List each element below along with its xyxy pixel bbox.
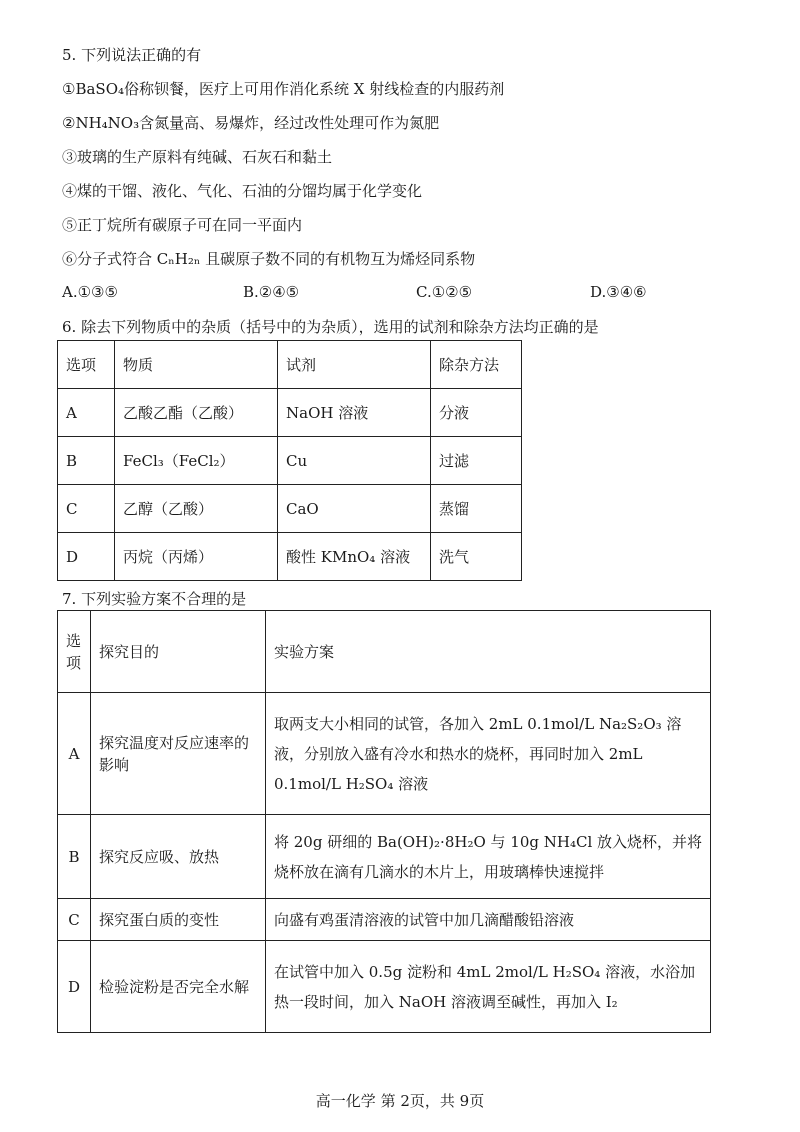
cell-reagent: NaOH 溶液 — [278, 389, 431, 437]
q5-item-6: ⑥分子式符合 CₙH₂ₙ 且碳原子数不同的有机物互为烯烃同系物 — [62, 250, 476, 268]
cell-method: 分液 — [431, 389, 522, 437]
q5-stem: 5. 下列说法正确的有 — [62, 46, 202, 64]
header-cell: 实验方案 — [266, 611, 711, 693]
cell-method: 过滤 — [431, 437, 522, 485]
header-cell: 除杂方法 — [431, 341, 522, 389]
cell-option: C — [58, 899, 91, 941]
cell-purpose: 检验淀粉是否完全水解 — [91, 941, 266, 1033]
table-row — [58, 941, 711, 1033]
q7-table — [57, 610, 711, 1033]
q5-option-b: B.②④⑤ — [243, 283, 300, 301]
cell-plan: 取两支大小相同的试管，各加入 2mL 0.1mol/L Na₂S₂O₃ 溶液，分别放入盛有冷水和热水的烧杯，再同时加入 2mL 0.1mol/L H₂SO₄ 溶液 — [266, 693, 711, 815]
q5-option-a: A.①③⑤ — [62, 283, 118, 301]
cell-option: C — [58, 485, 115, 533]
table-row — [58, 533, 522, 581]
cell-substance: 丙烷（丙烯） — [115, 533, 278, 581]
table-row — [58, 899, 711, 941]
cell-purpose: 探究反应吸、放热 — [91, 815, 266, 899]
q7-stem: 7. 下列实验方案不合理的是 — [62, 590, 247, 608]
header-cell: 物质 — [115, 341, 278, 389]
q5-option-d: D.③④⑥ — [590, 283, 647, 301]
table-header-row — [58, 611, 711, 693]
table-row — [58, 485, 522, 533]
header-cell: 试剂 — [278, 341, 431, 389]
header-cell: 探究目的 — [91, 611, 266, 693]
q5-item-4: ④煤的干馏、液化、气化、石油的分馏均属于化学变化 — [62, 182, 423, 200]
cell-option: A — [58, 693, 91, 815]
q6-table — [57, 340, 522, 581]
cell-method: 洗气 — [431, 533, 522, 581]
cell-substance: FeCl₃（FeCl₂） — [115, 437, 278, 485]
q5-option-c: C.①②⑤ — [416, 283, 473, 301]
cell-method: 蒸馏 — [431, 485, 522, 533]
cell-option: B — [58, 815, 91, 899]
table-row — [58, 437, 522, 485]
cell-option: D — [58, 533, 115, 581]
q5-item-2: ②NH₄NO₃含氮量高、易爆炸，经过改性处理可作为氮肥 — [62, 114, 440, 132]
table-row — [58, 693, 711, 815]
q6-stem: 6. 除去下列物质中的杂质（括号中的为杂质），选用的试剂和除杂方法均正确的是 — [62, 318, 599, 336]
q5-item-5: ⑤正丁烷所有碳原子可在同一平面内 — [62, 216, 303, 234]
cell-substance: 乙酸乙酯（乙酸） — [115, 389, 278, 437]
cell-reagent: CaO — [278, 485, 431, 533]
cell-substance: 乙醇（乙酸） — [115, 485, 278, 533]
cell-plan: 在试管中加入 0.5g 淀粉和 4mL 2mol/L H₂SO₄ 溶液，水浴加热一段时间，加入 NaOH 溶液调至碱性，再加入 I₂ — [266, 941, 711, 1033]
cell-option: B — [58, 437, 115, 485]
cell-reagent: Cu — [278, 437, 431, 485]
table-row — [58, 389, 522, 437]
cell-plan: 向盛有鸡蛋清溶液的试管中加几滴醋酸铅溶液 — [266, 899, 711, 941]
cell-option: A — [58, 389, 115, 437]
table-row — [58, 815, 711, 899]
header-cell: 选项 — [58, 341, 115, 389]
cell-purpose: 探究蛋白质的变性 — [91, 899, 266, 941]
q5-item-3: ③玻璃的生产原料有纯碱、石灰石和黏土 — [62, 148, 333, 166]
header-cell: 选项 — [58, 611, 91, 693]
cell-purpose: 探究温度对反应速率的影响 — [91, 693, 266, 815]
q5-options — [62, 283, 682, 303]
page-footer: 高一化学 第 2页，共 9页 — [315, 1092, 485, 1110]
cell-option: D — [58, 941, 91, 1033]
cell-reagent: 酸性 KMnO₄ 溶液 — [278, 533, 431, 581]
cell-plan: 将 20g 研细的 Ba(OH)₂·8H₂O 与 10g NH₄Cl 放入烧杯，并将烧杯放在滴有几滴水的木片上，用玻璃棒快速搅拌 — [266, 815, 711, 899]
table-header-row — [58, 341, 522, 389]
q5-item-1: ①BaSO₄俗称钡餐，医疗上可用作消化系统 X 射线检查的内服药剂 — [62, 80, 505, 98]
